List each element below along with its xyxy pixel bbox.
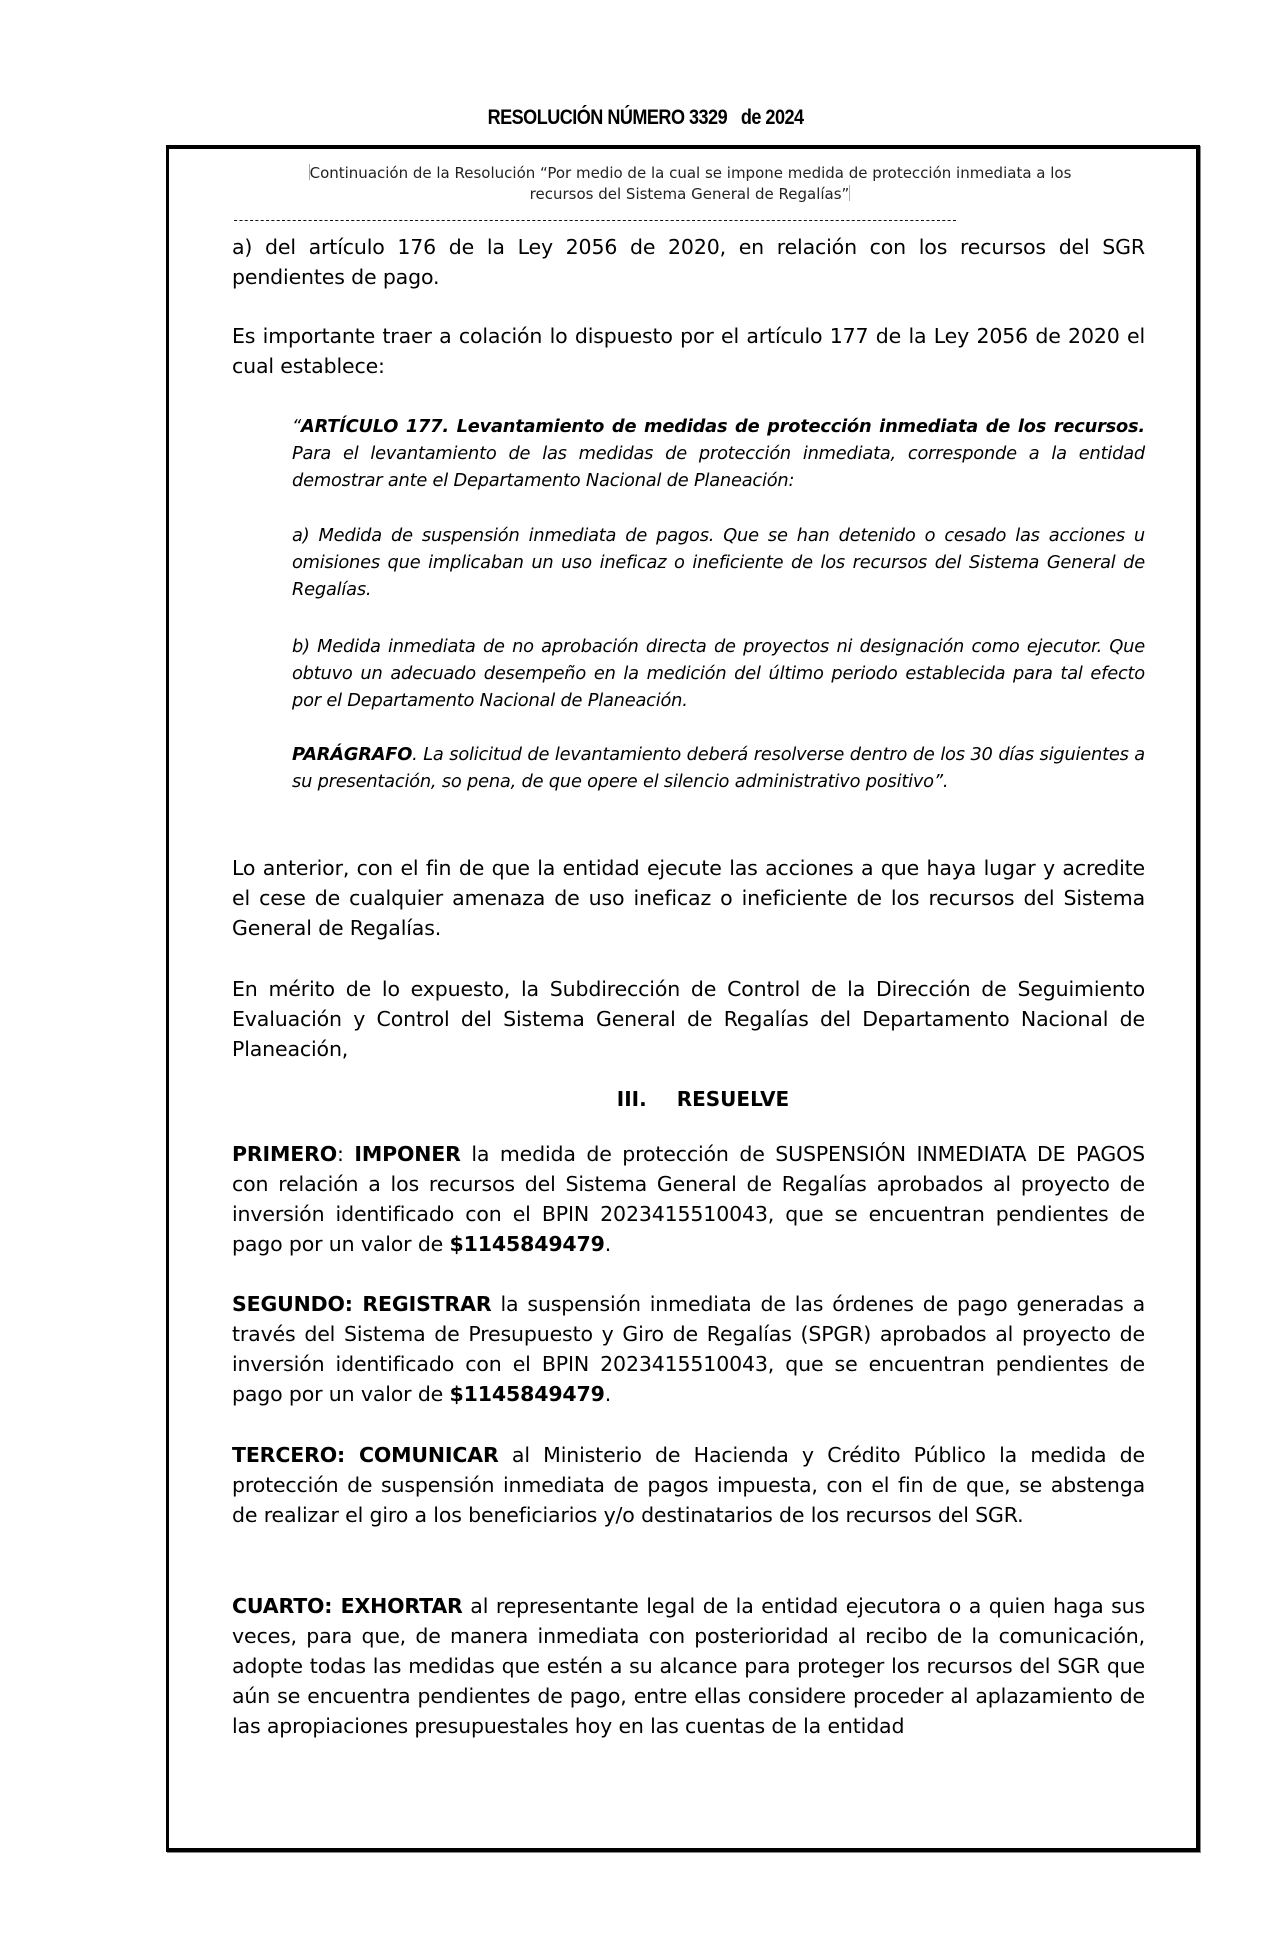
resolution-year: de 2024: [740, 106, 804, 129]
section-heading-resuelve: [0, 1087, 1276, 1111]
quote-open-mark: “: [292, 416, 302, 437]
segundo-amount: $1145849479: [449, 1382, 605, 1406]
tercero-label: TERCERO: COMUNICAR: [232, 1443, 499, 1467]
quote-item-a: a) Medida de suspensión inmediata de pagos. Que se han detenido o cesado las acciones u omisiones que implicaban un uso ineficaz o ineficiente de los recursos del Sistema General de Regalías.: [292, 525, 1145, 600]
resolution-primero: PRIMERO: IMPONER la medida de protección de SUSPENSIÓN INMEDIATA DE PAGOS con relación a los recursos del Sistema General de Regalías aprobados al proyecto de inversión identificado con el BPIN 2023415510043, que se encuentran pendientes de pago por un valor de $1145849479.: [232, 1142, 1146, 1256]
paragraph-lo-anterior: Lo anterior, con el fin de que la entidad ejecute las acciones a que haya lugar y acredite el cese de cualquier amenaza de uso ineficaz o ineficiente de los recursos del Sistema General de Regalías.: [232, 856, 1145, 940]
resolution-cuarto: CUARTO: EXHORTAR al representante legal de la entidad ejecutora o a quien haga sus veces, para que, de manera inmediata con posterioridad al recibo de la comunicación, adopte todas las medidas que estén a su alcance para proteger los recursos del SGR que aún se encuentra pendientes de pago, entre ellas considere proceder al aplazamiento de las apropiaciones presupuestales hoy en las cuentas de la entidad: [232, 1594, 1145, 1738]
resolution-segundo: SEGUNDO: REGISTRAR la suspensión inmediata de las órdenes de pago generadas a través del Sistema de Presupuesto y Giro de Regalías (SPGR) aprobados al proyecto de inversión identificado con el BPIN 2023415510043, que se encuentran pendientes de pago por un valor de $1145849479.: [232, 1292, 1145, 1406]
paragrafo-text: . La solicitud de levantamiento deberá resolverse dentro de los 30 días siguientes a su presentación, so pena, de que opere el silencio administrativo positivo”.: [292, 744, 1145, 792]
continuation-subtitle: Continuación de la Resolución “Por medio de la cual se impone medida de protección inmediata a los recursos del Sistema General de Regalías”: [309, 164, 1072, 203]
dashed-separator: ----------------------------------------------------------------------------------------------------------------------------------------: [232, 213, 957, 227]
article-intro: Para el levantamiento de las medidas de protección inmediata, corresponde a la entidad demostrar ante el Departamento Nacional de Planeación:: [292, 443, 1145, 491]
resolution-number: RESOLUCIÓN NÚMERO 3329: [487, 106, 728, 129]
primero-label: PRIMERO: [232, 1142, 338, 1166]
primero-amount: $1145849479: [449, 1232, 605, 1256]
cuarto-label: CUARTO: EXHORTAR: [232, 1594, 463, 1618]
text-cursor: [849, 185, 850, 201]
paragraph-en-merito: En mérito de lo expuesto, la Subdirección de Control de la Dirección de Seguimiento Evaluación y Control del Sistema General de Regalías del Departamento Nacional de Planeación,: [232, 977, 1145, 1061]
quote-item-b: b) Medida inmediata de no aprobación directa de proyectos ni designación como ejecutor. Que obtuvo un adecuado desempeño en la medición del último periodo establecida para tal efecto por el Departamento Nacional de Planeación.: [292, 636, 1145, 711]
segundo-label: SEGUNDO: REGISTRAR: [232, 1292, 492, 1316]
primero-verb: IMPONER: [354, 1142, 461, 1166]
resolution-title: [97, 106, 1194, 130]
paragraph-article-177-intro: Es importante traer a colación lo dispuesto por el artículo 177 de la Ley 2056 de 2020 el cual establece:: [232, 324, 1145, 378]
resolution-tercero: TERCERO: COMUNICAR al Ministerio de Hacienda y Crédito Público la medida de protección de suspensión inmediata de pagos impuesta, con el fin de que, se abstenga de realizar el giro a los beneficiarios y/o destinatarios de los recursos del SGR.: [232, 1443, 1145, 1527]
section-number: III.: [616, 1087, 647, 1111]
paragrafo-label: PARÁGRAFO: [292, 744, 413, 765]
article-title: ARTÍCULO 177. Levantamiento de medidas de protección inmediata de los recursos.: [301, 416, 1145, 437]
paragraph-article-176: a) del artículo 176 de la Ley 2056 de 2020, en relación con los recursos del SGR pendientes de pago.: [232, 235, 1145, 289]
quote-article-177: [292, 413, 1145, 494]
section-title: RESUELVE: [676, 1087, 790, 1111]
quote-paragrafo: [292, 741, 1145, 795]
